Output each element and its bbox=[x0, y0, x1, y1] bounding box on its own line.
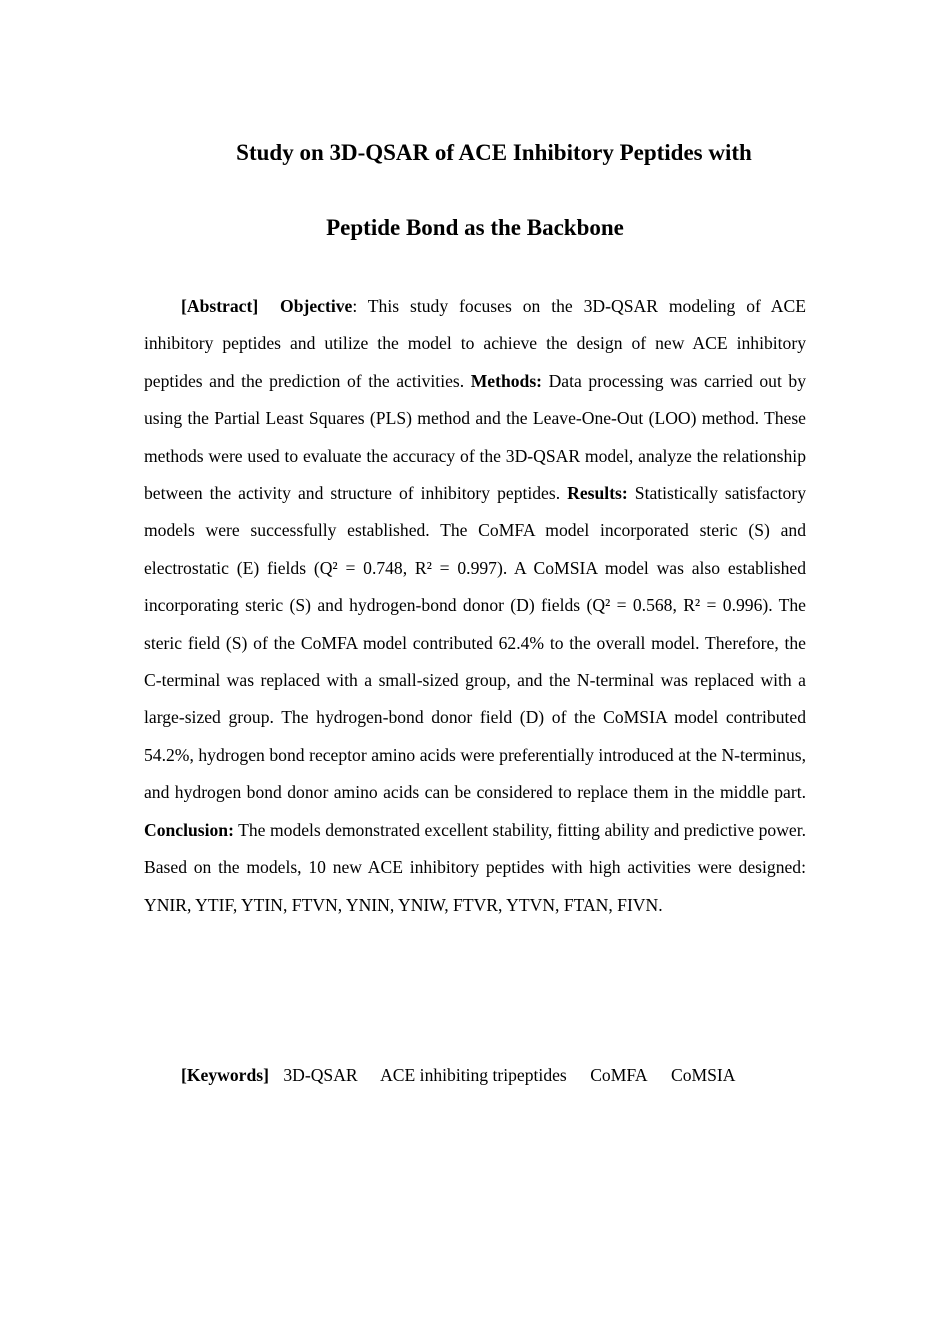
conclusion-text: The models demonstrated excellent stability, fitting ability and predictive power. Based on the models, 10 new ACE inhibitory peptides with high activities were designed: YNIR, YTIF, YTIN, FTVN, YNIN, YNIW, FTVR, YTVN, FTAN, FIVN. bbox=[144, 819, 806, 915]
keyword-item: 3D-QSAR bbox=[283, 1065, 358, 1085]
objective-label: Objective bbox=[280, 296, 353, 316]
objective-text: : This study focuses on the 3D-QSAR modeling of ACE inhibitory peptides and utilize the model to achieve the design of new ACE inhibitory peptides and the prediction of the activities. bbox=[144, 296, 806, 391]
keywords-line bbox=[181, 1059, 755, 1091]
paper-title-line-1: Study on 3D-QSAR of ACE Inhibitory Peptides with bbox=[236, 140, 752, 165]
methods-text: Data processing was carried out by using the Partial Least Squares (PLS) method and the Leave-One-Out (LOO) method. These methods were used to evaluate the accuracy of the 3D-QSAR model, analyze the relationship between the activity and structure of inhibitory peptides. bbox=[144, 370, 806, 504]
results-text: Statistically satisfactory models were successfully established. The CoMFA model incorporated steric (S) and electrostatic (E) fields (Q² = 0.748, R² = 0.997). A CoMSIA model was also established incorporating steric (S) and hydrogen-bond donor (D) fields (Q² = 0.568, R² = 0.996). The steric field (S) of the CoMFA model contributed 62.4% to the overall model. Therefore, the C-terminal was replaced with a small-sized group, and the N-terminal was replaced with a large-sized group. The hydrogen-bond donor field (D) of the CoMSIA model contributed 54.2%, hydrogen bond receptor amino acids were preferentially introduced at the N-terminus, and hydrogen bond donor amino acids can be considered to replace them in the middle part. bbox=[144, 483, 806, 803]
results-label: Results: bbox=[567, 483, 628, 504]
keyword-item: CoMFA bbox=[590, 1065, 648, 1085]
paper-title-line-2: Peptide Bond as the Backbone bbox=[326, 215, 624, 240]
methods-label: Methods: bbox=[470, 370, 543, 391]
abstract-paragraph bbox=[144, 288, 806, 924]
abstract-label: [Abstract] bbox=[181, 296, 259, 316]
conclusion-label: Conclusion: bbox=[144, 819, 234, 840]
keyword-item: ACE inhibiting tripeptides bbox=[380, 1065, 567, 1085]
keywords-label: [Keywords] bbox=[181, 1065, 269, 1085]
keyword-item: CoMSIA bbox=[670, 1065, 736, 1085]
